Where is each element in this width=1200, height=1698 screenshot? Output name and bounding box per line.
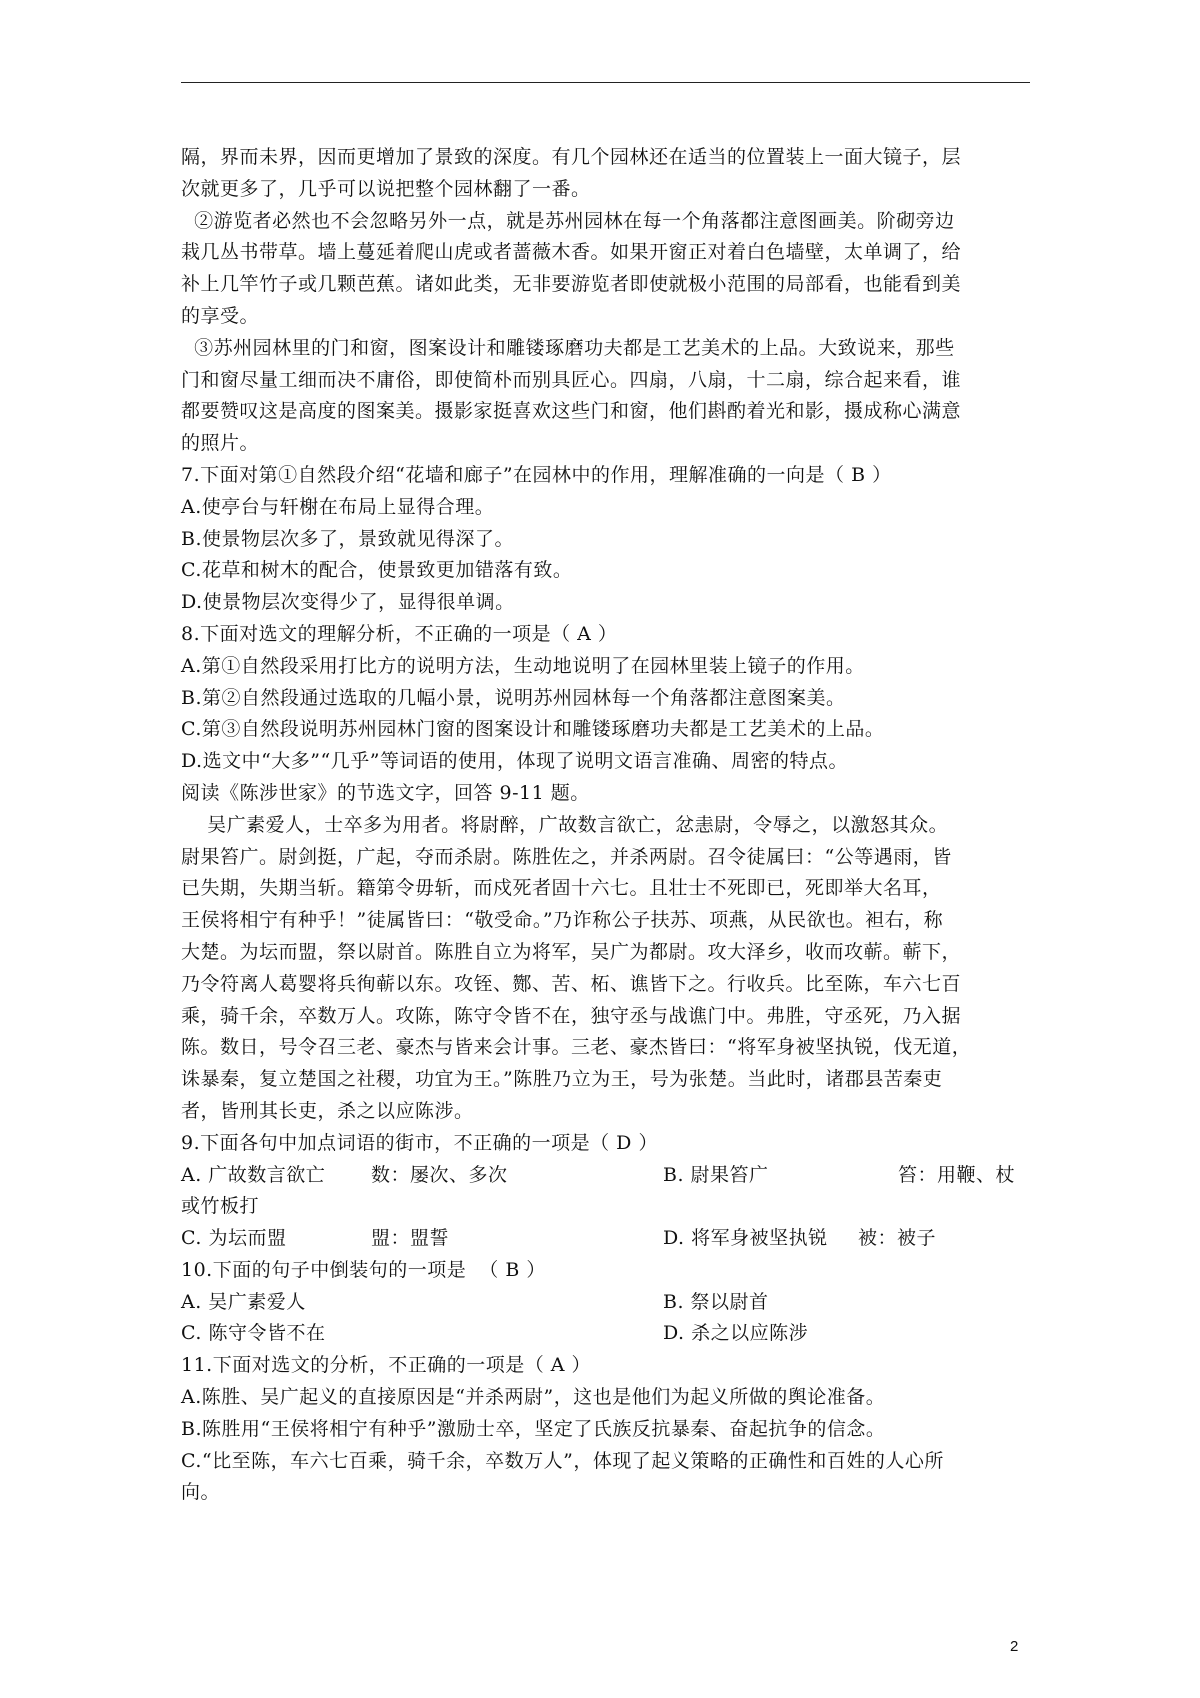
question-11 (181, 1350, 1030, 1509)
option-c-cont: 向。 (181, 1481, 221, 1504)
text-line: ②游览者必然也不会忽略另外一点，就是苏州园林在每一个角落都注意图画美。阶砌旁边 (181, 209, 955, 232)
option-c-gloss: 盟：盟誓 (371, 1227, 450, 1250)
question-9 (181, 1128, 1030, 1255)
reading-intro: 阅读《陈涉世家》的节选文字，回答 9-11 题。 (181, 781, 590, 804)
passage-line: 已失期，失期当斩。籍第令毋斩，而戍死者固十六七。且壮士不死即已，死即举大名耳， (181, 877, 942, 900)
text-line: 的享受。 (181, 304, 260, 327)
option-b: B. 尉果笞广 (663, 1163, 769, 1186)
option-d: D. 杀之以应陈涉 (663, 1322, 809, 1345)
option-c: C.第③自然段说明苏州园林门窗的图案设计和雕镂琢磨功夫都是工艺美术的上品。 (181, 718, 885, 741)
text-line: 补上几竿竹子或几颗芭蕉。诸如此类，无非要游览者即使就极小范围的局部看，也能看到美 (181, 273, 962, 296)
question-stem: 10.下面的句子中倒装句的一项是 （ B ） (181, 1258, 546, 1281)
classical-passage (181, 810, 1030, 1128)
passage-line: 吴广素爱人，士卒多为用者。将尉醉，广故数言欲亡，忿恚尉，令辱之，以激怒其众。 (181, 813, 949, 836)
passage-line: 王侯将相宁有种乎！”徒属皆曰：“敬受命。”乃诈称公子扶苏、项燕，从民欲也。袒右，称 (181, 909, 944, 932)
text-line: 栽几丛书带草。墙上蔓延着爬山虎或者蔷薇木香。如果开窗正对着白色墙壁，太单调了，给 (181, 241, 962, 264)
passage-line: 尉果笞广。尉剑挺，广起，夺而杀尉。陈胜佐之，并杀两尉。召令徒属曰：“公等遇雨，皆 (181, 845, 952, 868)
header-rule (181, 82, 1030, 83)
options-row-ab (181, 1287, 1030, 1319)
question-7 (181, 460, 1030, 619)
option-d: D.使景物层次变得少了，显得很单调。 (181, 591, 515, 614)
option-b: B. 祭以尉首 (663, 1290, 769, 1313)
option-a-gloss: 数：屡次、多次 (371, 1163, 508, 1186)
text-line: 隔，界而未界，因而更增加了景致的深度。有几个园林还在适当的位置装上一面大镜子，层 (181, 146, 962, 168)
paragraph-1-end (181, 142, 1030, 206)
options-row-ab (181, 1160, 1030, 1192)
question-stem: 7.下面对第①自然段介绍“花墙和廊子”在园林中的作用，理解准确的一向是（ B ） (181, 463, 892, 486)
text-line: 都要赞叹这是高度的图案美。摄影家挺喜欢这些门和窗，他们斟酌着光和影，摄成称心满意 (181, 400, 962, 423)
question-10 (181, 1255, 1030, 1350)
option-a: A.第①自然段采用打比方的说明方法，生动地说明了在园林里装上镜子的作用。 (181, 654, 865, 677)
text-line: ③苏州园林里的门和窗，图案设计和雕镂琢磨功夫都是工艺美术的上品。大致说来，那些 (181, 336, 955, 359)
option-a: A. 吴广素爱人 (181, 1290, 306, 1313)
option-b-gloss: 笞：用鞭、杖 (898, 1163, 1016, 1186)
paragraph-2 (181, 206, 1030, 333)
options-row-cd (181, 1318, 1030, 1350)
option-c: C.“比至陈，车六七百乘，骑千余，卒数万人”，体现了起义策略的正确性和百姓的人心所 (181, 1449, 944, 1472)
option-c: C.花草和树木的配合，使景致更加错落有致。 (181, 559, 573, 582)
option-d: D.选文中“大多”“几乎”等词语的使用，体现了说明文语言准确、周密的特点。 (181, 750, 848, 773)
option-a: A.陈胜、吴广起义的直接原因是“并杀两尉”，这也是他们为起义所做的舆论准备。 (181, 1386, 886, 1409)
question-stem: 11.下面对选文的分析，不正确的一项是（ A ） (181, 1354, 592, 1377)
passage-line: 乘，骑千余，卒数万人。攻陈，陈守令皆不在，独守丞与战谯门中。弗胜，守丞死，乃入据 (181, 1004, 962, 1027)
option-c: C. 为坛而盟 (181, 1227, 287, 1250)
text-line: 门和窗尽量工细而决不庸俗，即使简朴而别具匠心。四扇，八扇，十二扇，综合起来看，谁 (181, 368, 962, 391)
option-b: B.陈胜用“王侯将相宁有种乎”激励士卒，坚定了氏族反抗暴秦、奋起抗争的信念。 (181, 1417, 886, 1440)
option-b-gloss-cont: 或竹板打 (181, 1195, 260, 1218)
option-d: D. 将军身被坚执锐 (663, 1227, 828, 1250)
passage-line: 陈。数日，号令召三老、豪杰与皆来会计事。三老、豪杰皆曰：“将军身被坚执锐，伐无道， (181, 1036, 972, 1059)
paragraph-3 (181, 333, 1030, 460)
options-row-cd (181, 1223, 1030, 1255)
option-b: B.使景物层次多了，景致就见得深了。 (181, 527, 515, 550)
option-a: A.使亭台与轩榭在布局上显得合理。 (181, 495, 495, 518)
option-a: A. 广故数言欲亡 (181, 1163, 326, 1186)
text-line: 的照片。 (181, 432, 260, 455)
document-body (181, 142, 1030, 1509)
question-stem: 8.下面对选文的理解分析，不正确的一项是（ A ） (181, 622, 618, 645)
question-8 (181, 619, 1030, 778)
text-line: 次就更多了，几乎可以说把整个园林翻了一番。 (181, 177, 591, 200)
passage-line: 诛暴秦，复立楚国之社稷，功宜为王。”陈胜乃立为王，号为张楚。当此时，诸郡县苦秦吏 (181, 1068, 943, 1091)
page-number: 2 (1010, 1638, 1019, 1655)
question-stem: 9.下面各句中加点词语的街市，不正确的一项是（ D ） (181, 1131, 658, 1154)
passage-line: 大楚。为坛而盟，祭以尉首。陈胜自立为将军，吴广为都尉。攻大泽乡，收而攻蕲。蕲下， (181, 940, 962, 963)
passage-line: 者，皆刑其长吏，杀之以应陈涉。 (181, 1099, 474, 1122)
option-b: B.第②自然段通过选取的几幅小景，说明苏州园林每一个角落都注意图案美。 (181, 686, 846, 709)
option-c: C. 陈守令皆不在 (181, 1322, 326, 1345)
passage-line: 乃令符离人葛婴将兵徇蕲以东。攻铚、酂、苦、柘、谯皆下之。行收兵。比至陈，车六七百 (181, 972, 962, 995)
option-d-gloss: 被：被子 (858, 1227, 937, 1250)
